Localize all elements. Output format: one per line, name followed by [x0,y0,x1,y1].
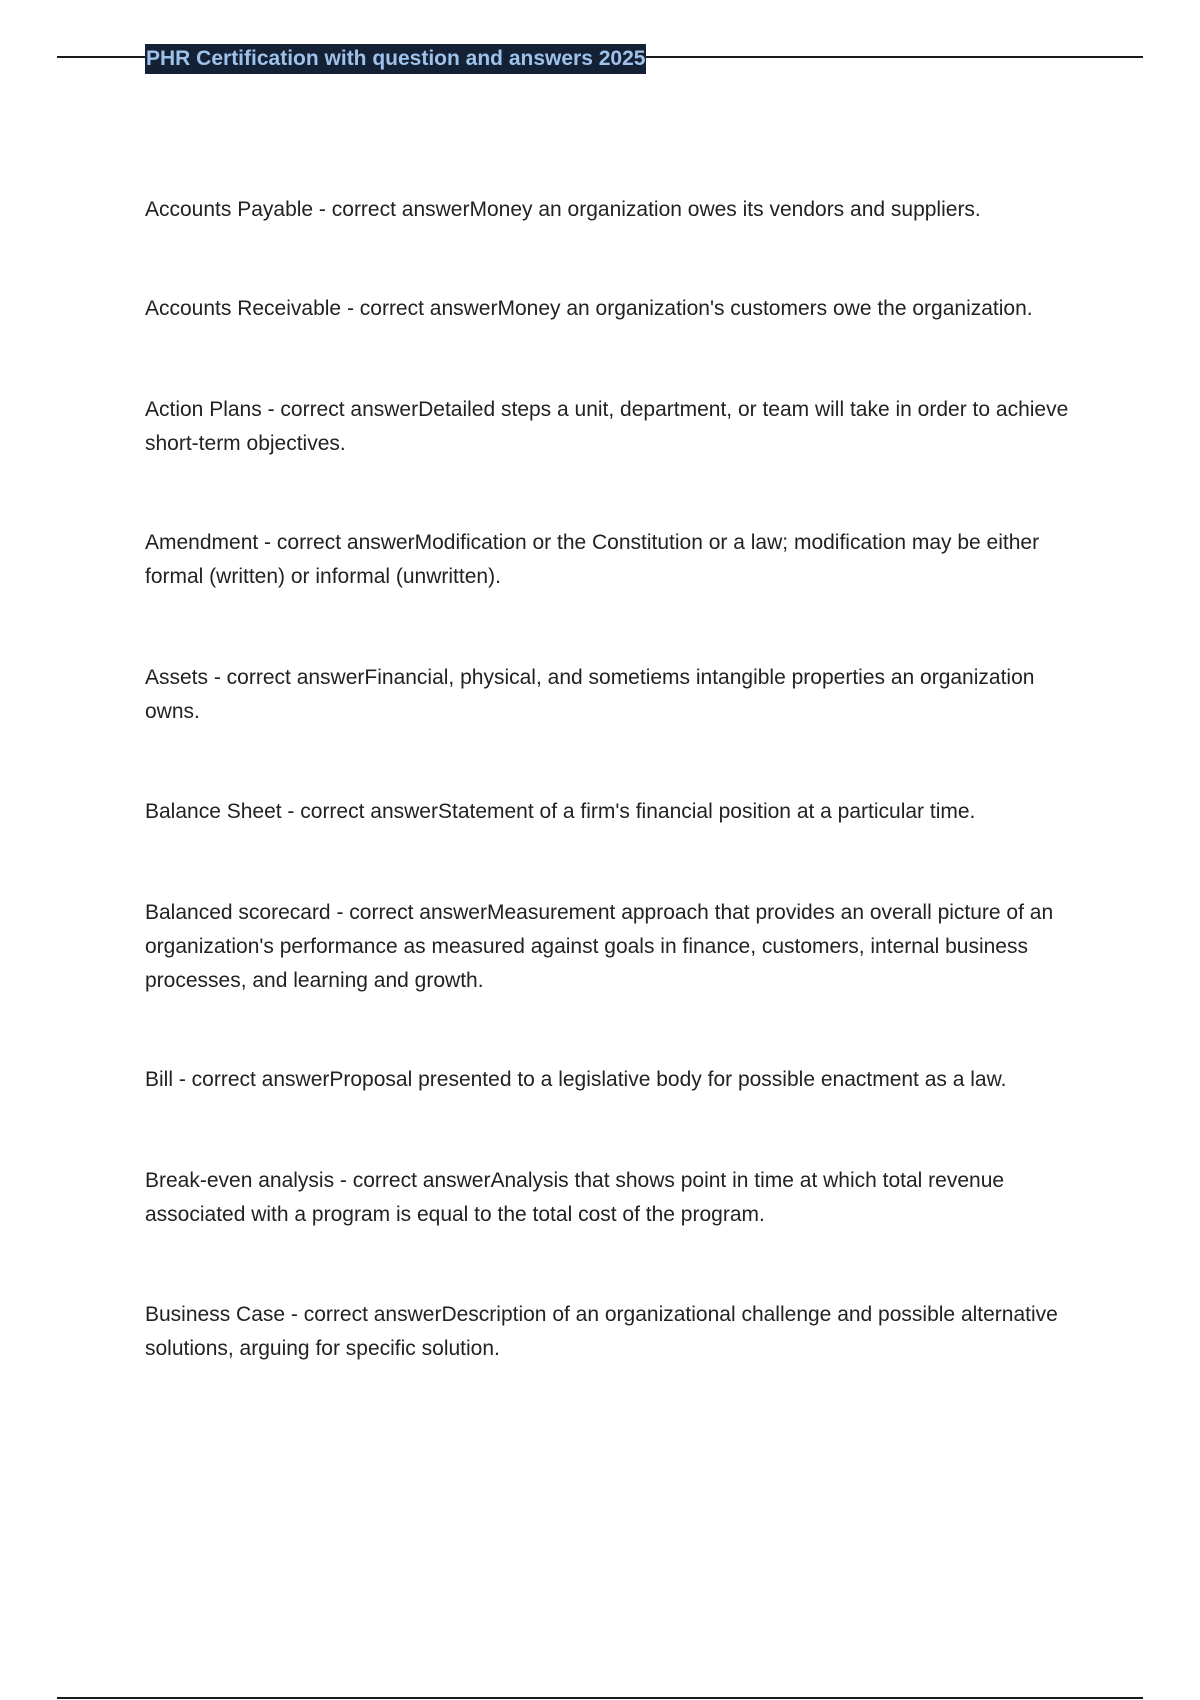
qa-entry-business-case: Business Case - correct answerDescription of an organizational challenge and possible alternative solutions, arguing for specific solution. [145,1303,1058,1360]
qa-entry-balanced-scorecard: Balanced scorecard - correct answerMeasurement approach that provides an overall picture of an organization's performance as measured against goals in finance, customers, internal business processes, and learning and growth. [145,901,1054,992]
qa-entry-balance-sheet: Balance Sheet - correct answerStatement of a firm's financial position at a particular time. [145,800,976,823]
qa-entry-assets: Assets - correct answerFinancial, physical, and sometiems intangible properties an organization owns. [145,666,1035,723]
document-title: PHR Certification with question and answers 2025 [145,44,646,74]
qa-entry-action-plans: Action Plans - correct answerDetailed steps a unit, department, or team will take in order to achieve short-term objectives. [145,398,1069,455]
qa-entry-amendment: Amendment - correct answerModification or the Constitution or a law; modification may be either formal (written) or informal (unwritten). [145,531,1040,588]
qa-entry-bill: Bill - correct answerProposal presented to a legislative body for possible enactment as a law. [145,1068,1007,1091]
footer-rule [57,1697,1143,1699]
qa-entry-break-even-analysis: Break-even analysis - correct answerAnalysis that shows point in time at which total revenue associated with a program is equal to the total cost of the program. [145,1169,1005,1226]
qa-entry-accounts-payable: Accounts Payable - correct answerMoney an organization owes its vendors and suppliers. [145,198,981,221]
qa-entry-accounts-receivable: Accounts Receivable - correct answerMoney an organization's customers owe the organization. [145,297,1033,320]
